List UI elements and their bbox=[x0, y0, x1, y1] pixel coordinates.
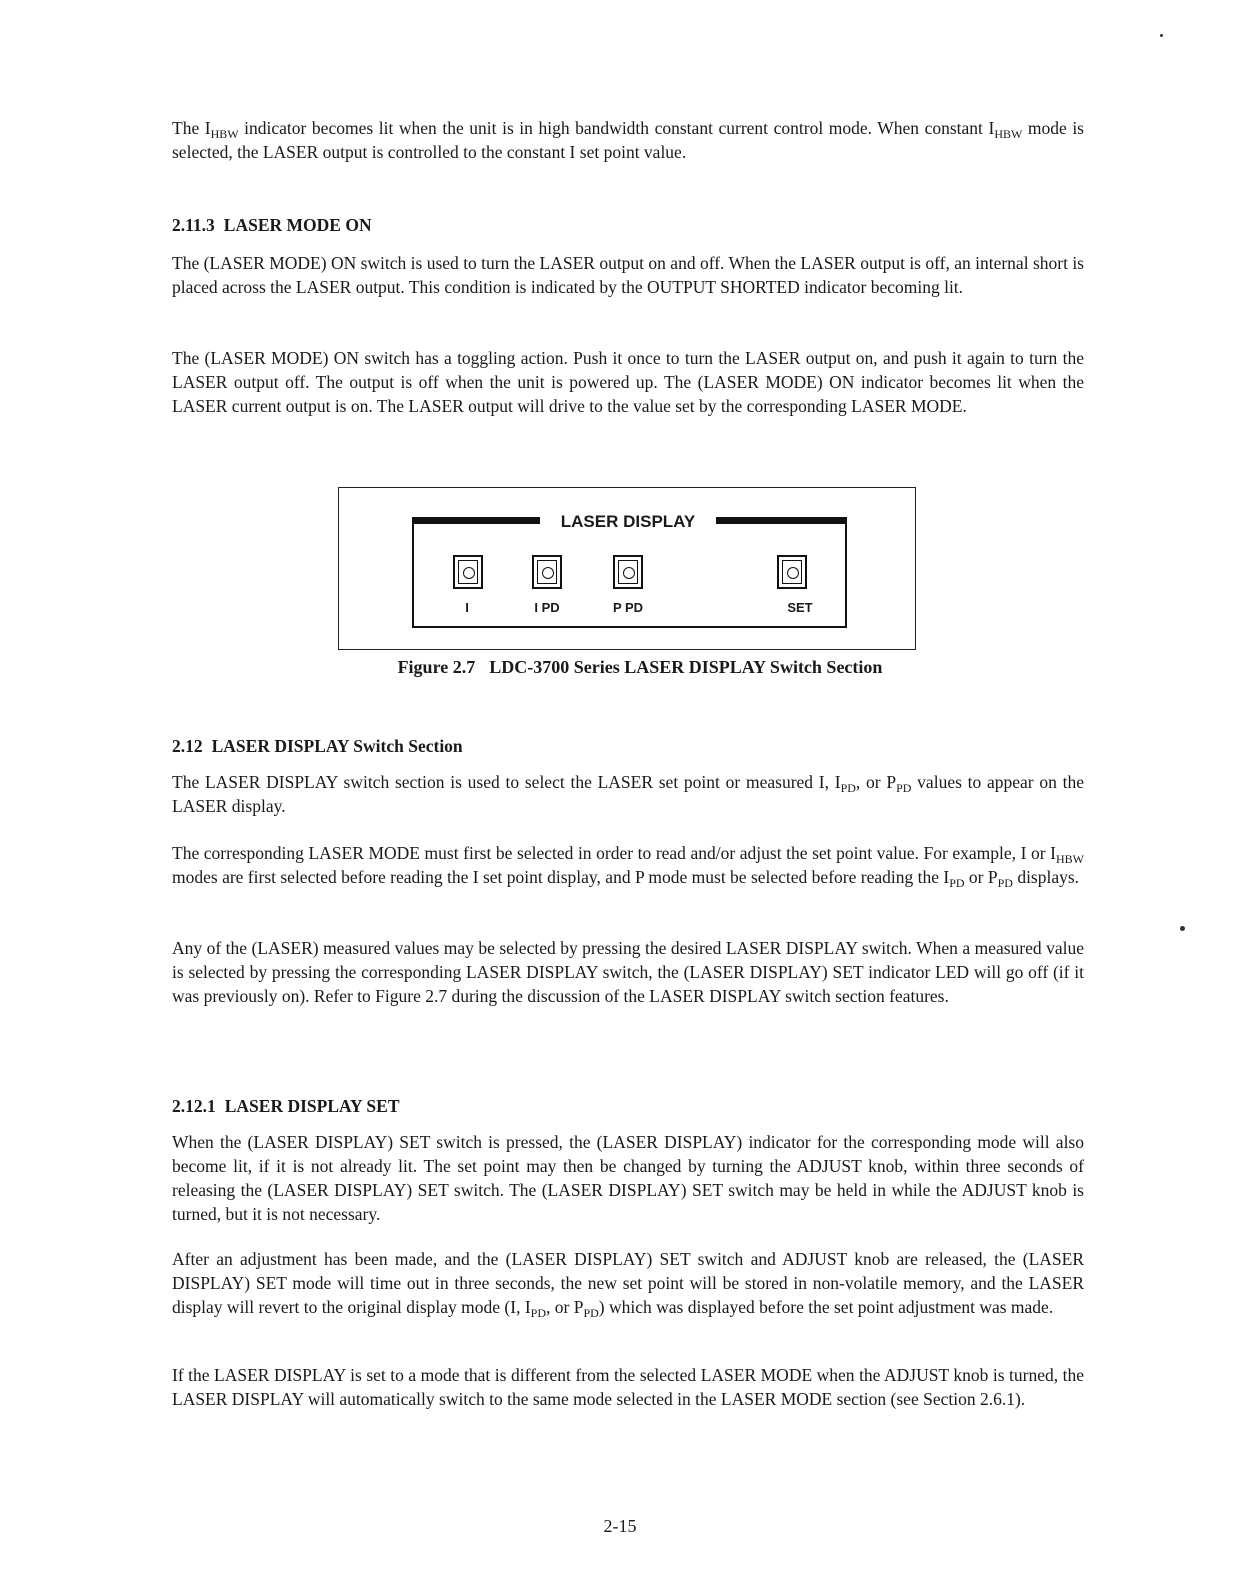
switch-led-icon bbox=[542, 567, 554, 579]
paragraph-laser-display-set-1: When the (LASER DISPLAY) SET switch is pressed, the (LASER DISPLAY) indicator for the corresponding mode will also become lit, if it is not already lit. The set point may then be changed by turning the ADJUST knob, within three seconds of releasing the (LASER DISPLAY) SET switch. The (LASER DISPLAY) SET switch may be held in while the ADJUST knob is turned, but it is not necessary. bbox=[172, 1132, 1084, 1224]
switch-label-ipd: I PD bbox=[534, 600, 560, 615]
section-heading-laser-mode-on: 2.11.3 LASER MODE ON bbox=[172, 215, 372, 235]
switch-label-ppd: P PD bbox=[612, 600, 644, 615]
switch-ipd bbox=[532, 555, 562, 589]
figure-caption: Figure 2.7 LDC-3700 Series LASER DISPLAY Switch Section bbox=[397, 657, 883, 677]
paragraph-laser-display-set-3: If the LASER DISPLAY is set to a mode that is different from the selected LASER MODE when the ADJUST knob is turned, the LASER DISPLAY will automatically switch to the same mode selected in the LASER MODE section (see Section 2.6.1). bbox=[172, 1365, 1084, 1409]
section-heading-laser-display-switch: 2.12 LASER DISPLAY Switch Section bbox=[172, 736, 463, 756]
paragraph-laser-display-set-2: After an adjustment has been made, and the (LASER DISPLAY) SET switch and ADJUST knob are released, the (LASER DISPLAY) SET mode will time out in three seconds, the new set point will be stored in non-volatile memory, and the LASER display will revert to the original display mode (I, $I_{PD}$, or $P_{PD}$) which was displayed before the set point adjustment was made. bbox=[172, 1249, 1084, 1320]
scan-speck bbox=[1180, 926, 1185, 931]
paragraph-laser-display-3: Any of the (LASER) measured values may be selected by pressing the desired LASER DISPLAY switch. When a measured value is selected by pressing the corresponding LASER DISPLAY switch, the (LASER DISPLAY) SET indicator LED will go off (if it was previously on). Refer to Figure 2.7 during the discussion of the LASER DISPLAY switch section features. bbox=[172, 938, 1084, 1006]
switch-label-i: I bbox=[465, 600, 469, 615]
page-number: 2-15 bbox=[603, 1516, 637, 1536]
section-heading-laser-display-set: 2.12.1 LASER DISPLAY SET bbox=[172, 1096, 400, 1116]
switch-label-set: SET bbox=[787, 600, 813, 615]
paragraph-laser-display-1: The LASER DISPLAY switch section is used to select the LASER set point or measured I, $I_{PD}$, or $P_{PD}$ values to appear on the LASER display. bbox=[172, 772, 1085, 816]
switch-i bbox=[453, 555, 483, 589]
scan-speck bbox=[1160, 34, 1163, 37]
switch-ppd bbox=[613, 555, 643, 589]
switch-led-icon bbox=[463, 567, 475, 579]
switch-led-icon bbox=[623, 567, 635, 579]
switch-set bbox=[777, 555, 807, 589]
panel-title: LASER DISPLAY bbox=[540, 512, 716, 532]
paragraph-laser-mode-on-2: The (LASER MODE) ON switch has a toggling action. Push it once to turn the LASER output on, and push it again to turn the LASER output off. The output is off when the unit is powered up. The (LASER MODE) ON indicator becomes lit when the LASER current output is on. The LASER output will drive to the value set by the corresponding LASER MODE. bbox=[172, 348, 1084, 416]
panel-bar-left bbox=[412, 517, 540, 524]
panel-bar-right bbox=[716, 517, 847, 524]
paragraph-ihbw-indicator: The $I_{HBW}$ indicator becomes lit when the unit is in high bandwidth constant current control mode. When constant $I_{HBW}$ mode is selected, the LASER output is controlled to the constant I set point value. bbox=[172, 118, 1084, 162]
paragraph-laser-mode-on-1: The (LASER MODE) ON switch is used to turn the LASER output on and off. When the LASER output is off, an internal short is placed across the LASER output. This condition is indicated by the OUTPUT SHORTED indicator becoming lit. bbox=[172, 253, 1084, 297]
switch-led-icon bbox=[787, 567, 799, 579]
paragraph-laser-display-2: The corresponding LASER MODE must first be selected in order to read and/or adjust the set point value. For example, I or $I_{HBW}$ modes are first selected before reading the I set point display, and P mode must be selected before reading the $I_{PD}$ or $P_{PD}$ displays. bbox=[172, 843, 1084, 890]
